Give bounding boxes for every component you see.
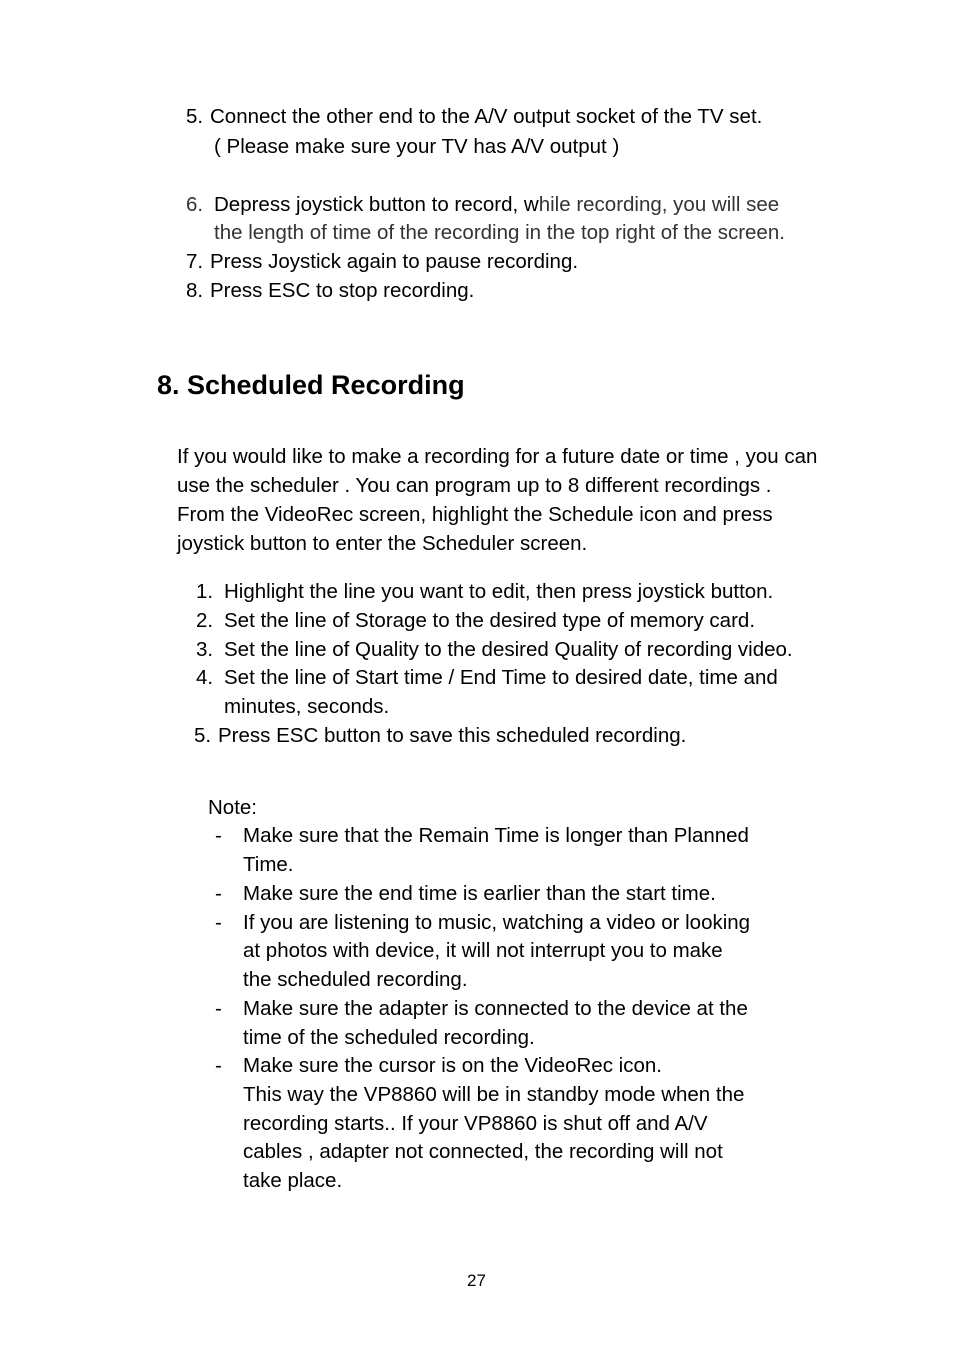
note-4-bullet: - — [215, 997, 222, 1020]
step-4-number: 4. — [196, 666, 214, 689]
note-2-line-1: Make sure the end time is earlier than the start time. — [243, 882, 716, 905]
note-3-bullet: - — [215, 911, 222, 934]
item-6-text — [214, 193, 779, 217]
intro-line-4: joystick button to enter the Scheduler screen. — [177, 532, 588, 555]
note-5-line-5: take place. — [243, 1169, 343, 1192]
note-2-bullet: - — [215, 882, 222, 905]
note-5-line-3: recording starts.. If your VP8860 is shut off and A/V — [243, 1112, 708, 1135]
step-4-text-continued: minutes, seconds. — [224, 695, 390, 718]
item-5-text: Connect the other end to the A/V output socket of the TV set. — [210, 105, 763, 128]
note-1-line-2: Time. — [243, 853, 294, 876]
step-5-number: 5. — [194, 724, 212, 747]
item-6-text-dark: Depress joystick button to record, w — [214, 193, 539, 216]
step-1-text: Highlight the line you want to edit, then press joystick button. — [224, 580, 774, 603]
item-5-note: ( Please make sure your TV has A/V output ) — [214, 135, 620, 158]
item-7-number: 7. — [186, 250, 204, 273]
note-3-line-1: If you are listening to music, watching a video or looking — [243, 911, 751, 934]
note-label: Note: — [208, 796, 257, 819]
note-5-line-2: This way the VP8860 will be in standby mode when the — [243, 1083, 745, 1106]
item-6-text-gray: hile recording, you will see — [538, 193, 780, 216]
item-8-number: 8. — [186, 279, 204, 302]
note-5-bullet: - — [215, 1054, 222, 1077]
step-5-text: Press ESC button to save this scheduled recording. — [218, 724, 687, 747]
item-8-text: Press ESC to stop recording. — [210, 279, 475, 302]
note-5-line-4: cables , adapter not connected, the recording will not — [243, 1140, 723, 1163]
step-3-number: 3. — [196, 638, 214, 661]
step-2-text: Set the line of Storage to the desired type of memory card. — [224, 609, 756, 632]
note-3-line-2: at photos with device, it will not interrupt you to make — [243, 939, 723, 962]
step-4-text: Set the line of Start time / End Time to desired date, time and — [224, 666, 778, 689]
step-1-number: 1. — [196, 580, 214, 603]
item-7-text: Press Joystick again to pause recording. — [210, 250, 579, 273]
note-1-line-1: Make sure that the Remain Time is longer than Planned — [243, 824, 749, 847]
note-3-line-3: the scheduled recording. — [243, 968, 468, 991]
page-number: 27 — [467, 1271, 486, 1290]
item-5-number: 5. — [186, 105, 204, 128]
intro-line-3: From the VideoRec screen, highlight the Schedule icon and press — [177, 503, 773, 526]
note-4-line-1: Make sure the adapter is connected to the device at the — [243, 997, 748, 1020]
note-5-line-1: Make sure the cursor is on the VideoRec icon. — [243, 1054, 662, 1077]
intro-line-2: use the scheduler . You can program up to 8 different recordings . — [177, 474, 772, 497]
step-2-number: 2. — [196, 609, 214, 632]
intro-line-1: If you would like to make a recording for a future date or time , you can — [177, 445, 818, 468]
item-6-text-continued: the length of time of the recording in the top right of the screen. — [214, 221, 785, 244]
section-heading: 8. Scheduled Recording — [157, 370, 465, 400]
note-1-bullet: - — [215, 824, 222, 847]
item-6-number: 6. — [186, 193, 204, 216]
note-4-line-2: time of the scheduled recording. — [243, 1026, 535, 1049]
step-3-text: Set the line of Quality to the desired Quality of recording video. — [224, 638, 793, 661]
